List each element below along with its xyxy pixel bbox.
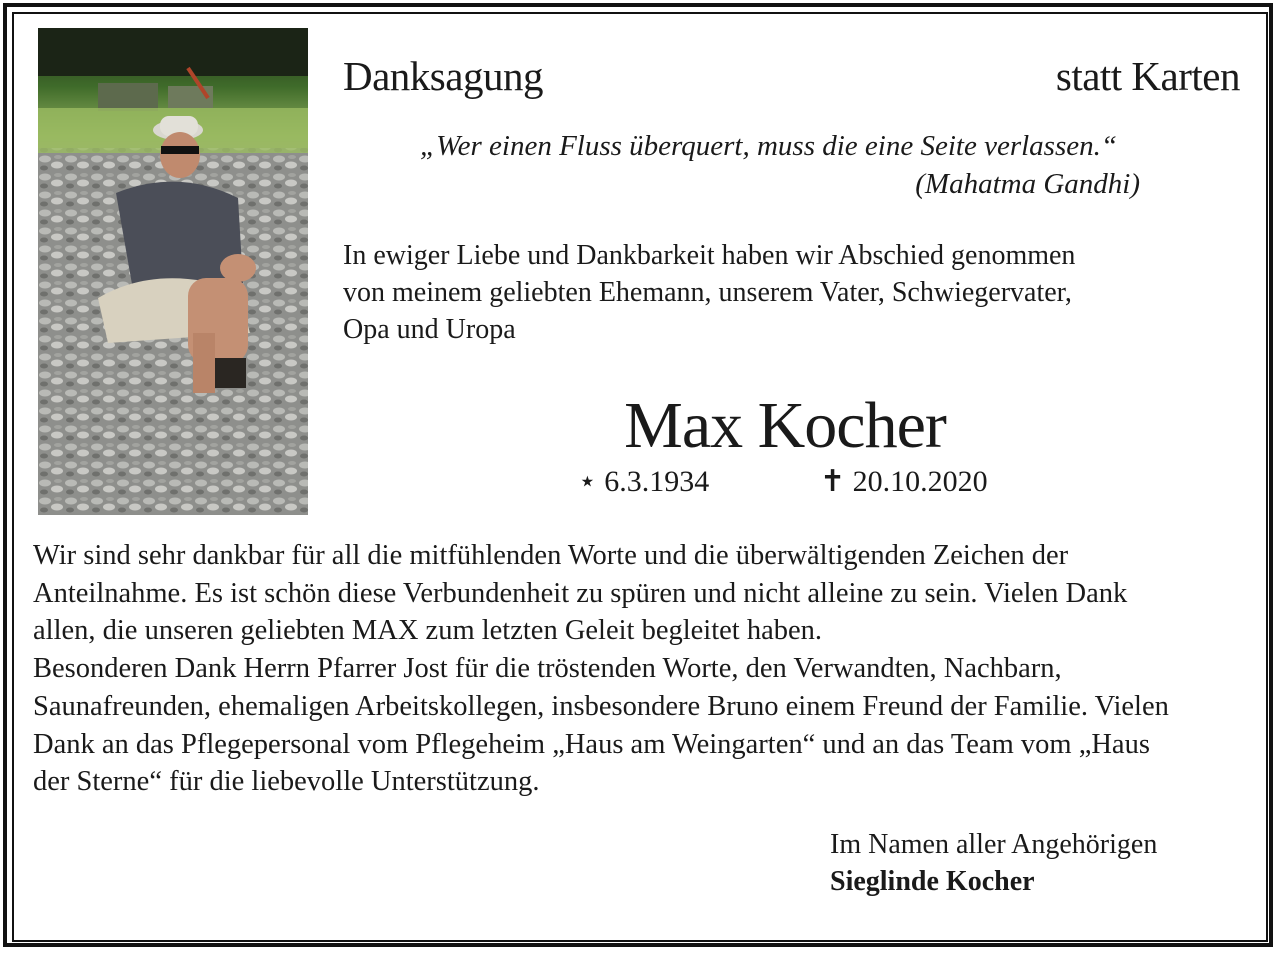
body-line: Saunafreunden, ehemaligen Arbeitskollegen, insbesondere Bruno einem Freund der Familie. Vielen: [33, 690, 1169, 722]
intro-line: In ewiger Liebe und Dankbarkeit haben wir Abschied genommen: [343, 240, 1076, 271]
birth-date: [578, 464, 709, 499]
intro-paragraph: [343, 237, 1203, 348]
heading-statt-karten: statt Karten: [1055, 53, 1240, 99]
birth-date-value: 6.3.1934: [604, 465, 710, 498]
closing-line: Im Namen aller Angehörigen: [830, 829, 1158, 860]
body-line: Dank an das Pflegepersonal vom Pflegeheim „Haus am Weingarten“ und an das Team vom „Haus: [33, 728, 1150, 760]
heading-danksagung: Danksagung: [343, 53, 543, 99]
quote-author: (Mahatma Gandhi): [915, 168, 1140, 200]
thanks-paragraph: [33, 537, 1258, 801]
deceased-name: Max Kocher: [624, 389, 946, 462]
signature: Sieglinde Kocher: [830, 866, 1035, 897]
body-line: Besonderen Dank Herrn Pfarrer Jost für die tröstenden Worte, den Verwandten, Nachbarn,: [33, 653, 1062, 685]
body-line: Wir sind sehr dankbar für all die mitfühlenden Worte und die überwältigenden Zeichen der: [33, 540, 1069, 571]
quote-text: „Wer einen Fluss überquert, muss die eine Seite verlassen.“: [420, 130, 1117, 162]
death-cross-icon: ✝: [820, 465, 846, 498]
body-line: Anteilnahme. Es ist schön diese Verbundenheit zu spüren und nicht alleine zu sein. Vielen Dank: [33, 577, 1128, 609]
body-line: allen, die unseren geliebten MAX zum letzten Geleit begleitet haben.: [33, 615, 822, 647]
birth-star-icon: ⋆: [578, 465, 597, 498]
body-line: der Sterne“ für die liebevolle Unterstützung.: [33, 766, 540, 798]
death-date-value: 20.10.2020: [852, 465, 988, 498]
intro-line: Opa und Uropa: [343, 314, 516, 345]
intro-line: von meinem geliebten Ehemann, unserem Vater, Schwiegervater,: [343, 277, 1072, 308]
death-date: [820, 464, 988, 499]
